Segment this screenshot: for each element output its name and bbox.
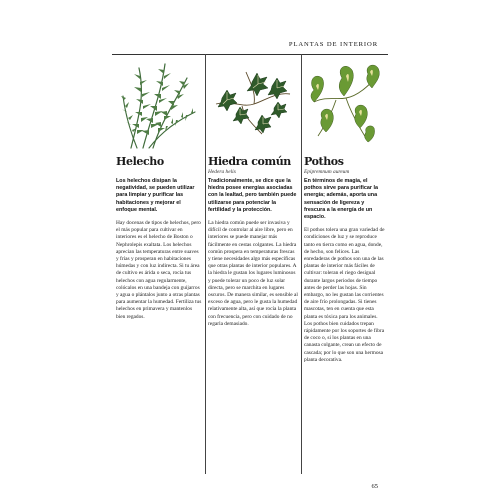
plant-intro: En términos de magia, el pothos sirve para purificar la energía; además, aporta una sensación de ligereza y frescura a la energía de un espacio. (304, 178, 378, 221)
page-number: 65 (371, 483, 378, 490)
ivy-illustration (208, 54, 298, 154)
plant-column-helecho (116, 54, 202, 479)
plant-latin-name: Hedera helix (208, 169, 236, 175)
plant-name: Hiedra común (208, 155, 291, 168)
book-page (112, 34, 388, 490)
fern-illustration (116, 54, 202, 154)
column-divider (205, 54, 206, 474)
plant-name: Pothos (304, 155, 344, 168)
plant-description: Hay docenas de tipos de helechos, pero el más popular para cultivar en interiores es el helecho de Boston o Nephrolepis exaltata. Los helechos aprecian las temperaturas entre suaves y frías y prosperan en habitaciones húmedas y con luz indirecta. Si tu área de cultivo es árida o seca, rocía tus helechos con agua regularmente, colócalos en una bandeja con guijarros y agua o plántalos junto a otras plantas para aumentar la humedad. Fertiliza tus helechos en primavera y mantenlos bien regados. (116, 220, 202, 320)
plant-latin-name (116, 169, 202, 176)
plant-description: El pothos tolera una gran variedad de condiciones de luz y se reproduce tanto en tierra como en agua, donde, de hecho, son felices. Las enredaderas de pothos son una de las plantas de interior más fáciles de cultivar: toleran el riego desigual durante largos periodos de tiempo antes de perder las hojas. Sin embargo, no les gustan las corrientes de aire frío prolongadas. Si tienes mascotas, ten en cuenta que esta planta es tóxica para los animales. Los pothos bien cuidados trepan rápidamente por los soportes de fibra de coco o, si los plantas en una canasta colgante, crean un efecto de cascada; por lo que son una hermosa planta decorativa. (304, 227, 385, 363)
plant-description: La hiedra común puede ser invasiva y difícil de controlar al aire libre, pero en interiores se puede manejar más fácilmente en cestas colgantes. La hiedra común prospera en temperaturas frescas y tiene necesidades algo más específicas que otras plantas de interior populares. A la hiedra le gustan los lugares luminosos y puede tolerar un poco de luz solar directa, pero se marchita en lugares oscuros. De manera similar, es sensible al exceso de agua, pero le gusta la humedad relativamente alta, así que rocía la planta con frecuencia, pero con cuidado de no regarla demasiado. (208, 220, 298, 327)
section-title: PLANTAS DE INTERIOR (288, 41, 378, 48)
plant-intro: Los helechos disipan la negatividad, se pueden utilizar para limpiar y purificar las habitaciones y mejorar el enfoque mental. (116, 178, 195, 213)
pothos-illustration (304, 54, 386, 154)
plant-name: Helecho (116, 155, 164, 168)
plant-column-pothos (304, 54, 386, 479)
column-divider (301, 54, 302, 474)
plant-column-hiedra (208, 54, 298, 479)
plant-intro: Tradicionalmente, se dice que la hiedra posee energías asociadas con la lealtad, pero también puede utilizarse para potenciar la fertilidad y la protección. (208, 178, 297, 213)
plant-latin-name: Epipremnum aureum (304, 169, 350, 175)
